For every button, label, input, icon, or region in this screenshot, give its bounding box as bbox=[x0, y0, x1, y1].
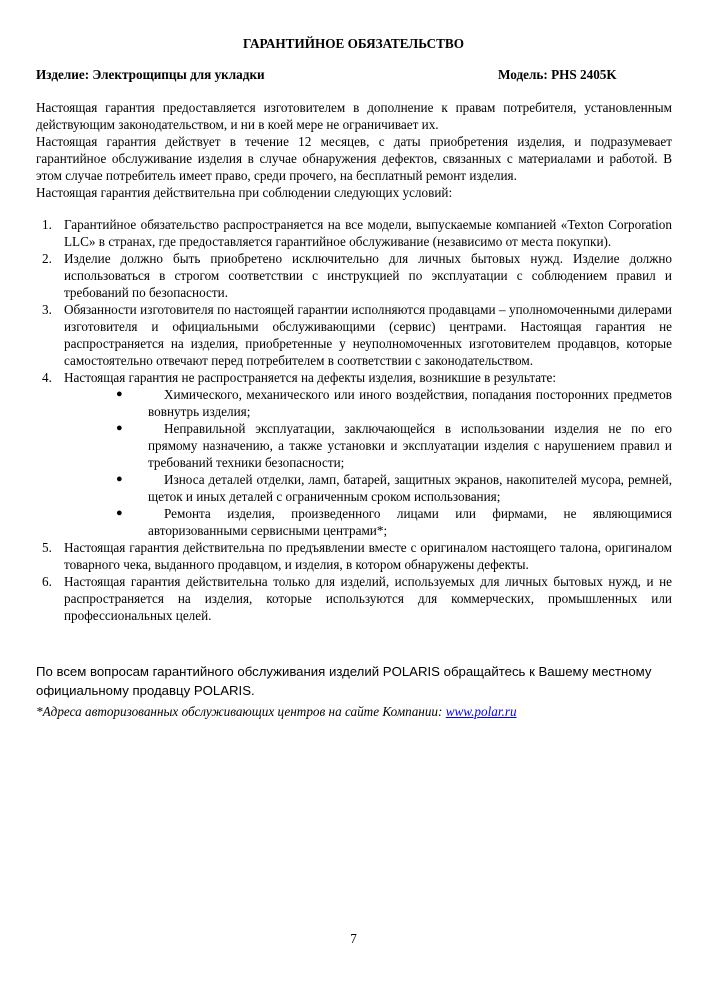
contact-section bbox=[36, 662, 676, 700]
exclusion-text: Неправильной эксплуатации, заключающейся в использовании изделия не по его прямому назначению, а также установки и эксплуатации изделия с нарушением правил и требований техники безопасности; bbox=[148, 421, 672, 470]
condition-text: Настоящая гарантия не распространяется на дефекты изделия, возникшие в результате: bbox=[64, 370, 557, 385]
model-label: Модель: PHS 2405K bbox=[498, 67, 617, 82]
condition-number: 3. bbox=[42, 302, 52, 317]
bullet-icon: ● bbox=[116, 507, 123, 519]
intro-section bbox=[36, 99, 672, 201]
exclusion-item bbox=[64, 420, 672, 471]
page-title: ГАРАНТИЙНОЕ ОБЯЗАТЕЛЬСТВО bbox=[243, 36, 464, 51]
intro-paragraph: Настоящая гарантия действует в течение 12 месяцев, с даты приобретения изделия, и подразумевает гарантийное обслуживание изделия в случае обнаружения дефектов, связанных с материалами и работой. В этом случае потребитель имеет право, среди прочего, на бесплатный ремонт изделия. bbox=[36, 134, 672, 183]
footnote-text: *Адреса авторизованных обслуживающих центров на сайте Компании: bbox=[36, 704, 446, 719]
condition-number: 2. bbox=[42, 251, 52, 266]
footnote bbox=[36, 703, 676, 720]
website-link[interactable]: www.polar.ru bbox=[445, 704, 517, 719]
bullet-icon: ● bbox=[116, 422, 123, 434]
condition-text: Настоящая гарантия действительна только для изделий, используемых для личных бытовых нужд, и не распространяется на изделия, которые используются для коммерческих, промышленных или профессиональных целей. bbox=[64, 574, 672, 623]
condition-number: 5. bbox=[42, 540, 52, 555]
exclusion-text: Химического, механического или иного воздействия, попадания посторонних предметов вовнутрь изделия; bbox=[148, 387, 672, 419]
condition-text: Настоящая гарантия действительна по предъявлении вместе с оригиналом настоящего талона, оригиналом товарного чека, выданного продавцом, и изделия, в котором обнаружены дефекты. bbox=[64, 540, 672, 572]
exclusion-item bbox=[64, 505, 672, 539]
conditions-list bbox=[36, 216, 672, 624]
bullet-icon: ● bbox=[116, 388, 123, 400]
exclusion-text: Износа деталей отделки, ламп, батарей, защитных экранов, накопителей мусора, ремней, щеток и иных деталей с ограниченным сроком использования; bbox=[148, 472, 672, 504]
exclusion-item bbox=[64, 471, 672, 505]
condition-item bbox=[36, 573, 672, 624]
condition-item bbox=[36, 539, 672, 573]
condition-number: 1. bbox=[42, 217, 52, 232]
product-label: Изделие: Электрощипцы для укладки bbox=[36, 67, 265, 82]
condition-number: 4. bbox=[42, 370, 52, 385]
condition-item bbox=[36, 216, 672, 250]
condition-item bbox=[36, 369, 672, 539]
exclusions-list bbox=[64, 386, 672, 539]
condition-number: 6. bbox=[42, 574, 52, 589]
product-line bbox=[36, 66, 672, 83]
page-number: 7 bbox=[350, 931, 357, 946]
condition-item bbox=[36, 250, 672, 301]
condition-item bbox=[36, 301, 672, 369]
exclusion-text: Ремонта изделия, произведенного лицами или фирмами, не являющимися авторизованными сервисными центрами*; bbox=[148, 506, 672, 538]
exclusion-item bbox=[64, 386, 672, 420]
condition-text: Обязанности изготовителя по настоящей гарантии исполняются продавцами – уполномоченными дилерами изготовителя и официальными обслуживающими (сервис) центрами. Настоящая гарантия не распространяется на изделия, приобретенные у неуполномоченных изготовителем продавцов, которые самостоятельно отвечают перед потребителем в соответствии с законодательством. bbox=[64, 302, 672, 368]
condition-text: Гарантийное обязательство распространяется на все модели, выпускаемые компанией «Texton Corporation LLC» в странах, где предоставляется гарантийное обслуживание (независимо от места покупки). bbox=[64, 217, 672, 249]
contact-text: По всем вопросам гарантийного обслуживания изделий POLARIS обращайтесь к Вашему местному официальному продавцу POLARIS. bbox=[36, 664, 652, 698]
intro-paragraph: Настоящая гарантия предоставляется изготовителем в дополнение к правам потребителя, установленным действующим законодательством, и ни в коей мере не ограничивает их. bbox=[36, 100, 672, 132]
intro-paragraph: Настоящая гарантия действительна при соблюдении следующих условий: bbox=[36, 185, 453, 200]
condition-text: Изделие должно быть приобретено исключительно для личных бытовых нужд. Изделие должно использоваться в строгом соответствии с инструкцией по эксплуатации с соблюдением правил и требований по безопасности. bbox=[64, 251, 672, 300]
bullet-icon: ● bbox=[116, 473, 123, 485]
